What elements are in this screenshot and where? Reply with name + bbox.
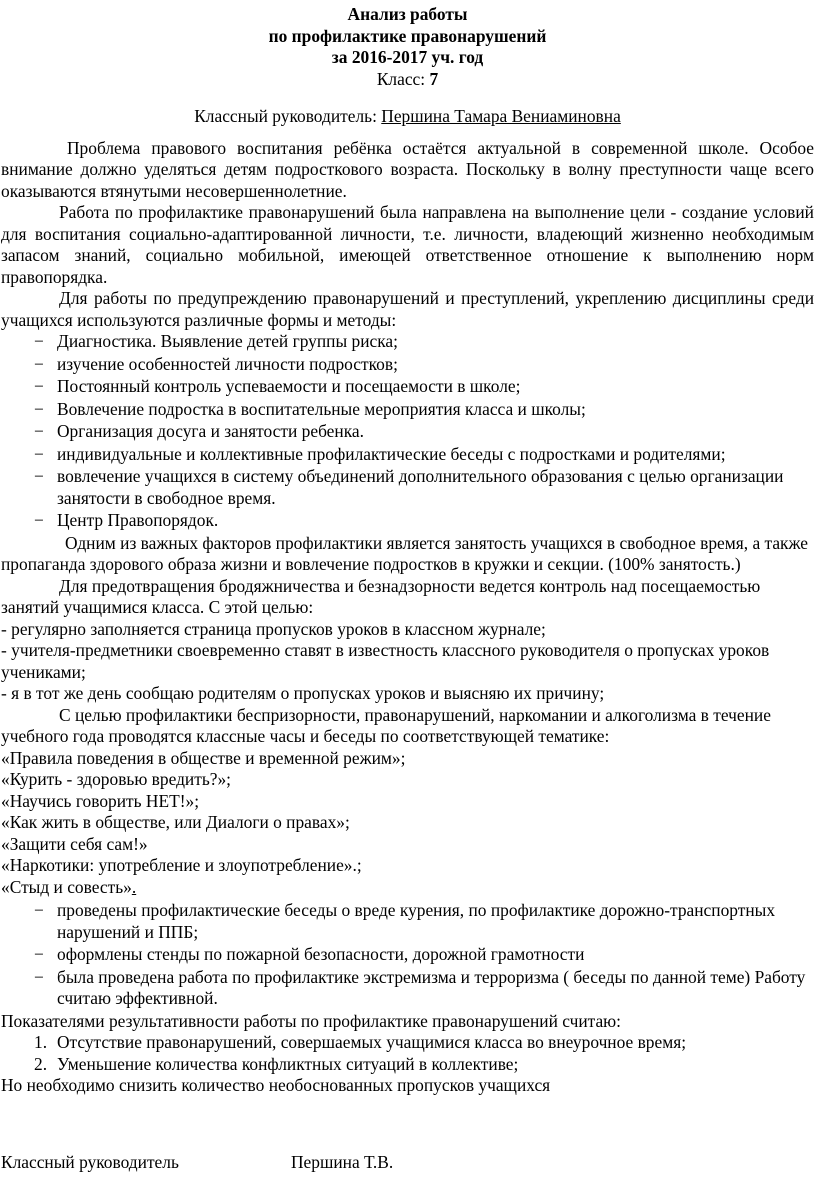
- actions-list: [1, 900, 814, 1010]
- teacher-line: [1, 106, 814, 128]
- signature-role: Классный руководитель: [1, 1152, 179, 1172]
- class-label: Класс:: [376, 68, 426, 89]
- list-item: − Диагностика. Выявление детей группы риска;: [1, 331, 814, 353]
- topic-last-text: «Стыд и совесть»: [1, 876, 132, 897]
- list-number: 2.: [34, 1053, 48, 1074]
- list-item: − оформлены стенды по пожарной безопасности, дорожной грамотности: [1, 944, 814, 966]
- control-item: - учителя-предметники своевременно ставят в известность классного руководителя о пропусках уроков учениками;: [1, 640, 770, 682]
- paragraph-prevention: С целью профилактики беспризорности, правонарушений, наркомании и алкоголизма в течение учебного года проводятся классные часы и беседы по соответствующей тематике:: [1, 704, 771, 746]
- teacher-name: Першина Тамара Вениаминовна: [381, 106, 621, 126]
- results-list: [1, 1032, 814, 1075]
- teacher-label: Классный руководитель:: [194, 106, 377, 126]
- list-text: Уменьшение количества конфликтных ситуаций в коллективе;: [57, 1053, 519, 1074]
- signature-name: Першина Т.В.: [291, 1152, 394, 1172]
- class-line: [1, 69, 814, 91]
- paragraph-attendance: Для предотвращения бродяжничества и безнадзорности ведется контроль над посещаемостью занятий учащимися класса. С этой целью:: [1, 575, 761, 617]
- list-item: − Постоянный контроль успеваемости и посещаемости в школе;: [1, 376, 814, 398]
- list-item: − была проведена работа по профилактике экстремизма и терроризма ( беседы по данной теме) Работу считаю эффективной.: [1, 967, 814, 1010]
- list-item: − Центр Правопорядок.: [1, 510, 814, 532]
- paragraph-conclusion: Но необходимо снизить количество необоснованных пропусков учащихся: [1, 1075, 551, 1095]
- paragraph-goal: Работа по профилактике правонарушений была направлена на выполнение цели - создание условий для воспитания социально-адаптированной личности, т.е. личности, владеющий жизненно необходимым запасом знаний, социально мобильной, имеющей ответственное отношение к выполнению норм правопорядка.: [1, 202, 814, 287]
- paragraph-results-intro: Показателями результативности работы по профилактике правонарушений считаю:: [1, 1010, 622, 1031]
- paragraph-methods-intro: Для работы по предупреждению правонарушений и преступлений, укреплению дисциплины среди учащихся используются различные формы и методы:: [1, 288, 814, 330]
- list-item: − Вовлечение подростка в воспитательные мероприятия класса и школы;: [1, 399, 814, 421]
- class-value: 7: [429, 68, 439, 89]
- list-item: − изучение особенностей личности подростков;: [1, 354, 814, 376]
- topic-item: «Правила поведения в обществе и временной режим»;: [1, 747, 406, 768]
- doc-title-line-1: Анализ работы: [347, 4, 468, 24]
- topic-item: «Научись говорить НЕТ!»;: [1, 790, 200, 811]
- list-item: − вовлечение учащихся в систему объединений дополнительного образования с целью организации занятости в свободное время.: [1, 466, 814, 509]
- topic-item: «Наркотики: употребление и злоупотребление».;: [1, 855, 362, 875]
- doc-title-line-3: за 2016-2017 уч. год: [331, 47, 484, 67]
- list-item: − индивидуальные и коллективные профилактические беседы с подростками и родителями;: [1, 444, 814, 466]
- list-item: − проведены профилактические беседы о вреде курения, по профилактике дорожно-транспортных нарушений и ППБ;: [1, 900, 814, 943]
- list-number: 1.: [34, 1032, 48, 1052]
- list-item: [1, 1032, 814, 1054]
- control-item: - регулярно заполняется страница пропусков уроков в классном журнале;: [1, 618, 546, 639]
- methods-list: [1, 331, 814, 532]
- topic-last-punct: .: [131, 876, 137, 897]
- list-item: [1, 1054, 814, 1076]
- topic-item: «Как жить в обществе, или Диалоги о правах»;: [1, 812, 350, 832]
- topic-item: «Защити себя сам!»: [1, 833, 148, 854]
- doc-title-line-2: по профилактике правонарушений: [268, 25, 547, 46]
- topic-item: [1, 877, 814, 899]
- paragraph-employment: Одним из важных факторов профилактики является занятость учащихся в свободное время, а также пропаганда здорового образа жизни и вовлечение подростков в кружки и секции. (100% занятость.): [1, 532, 809, 574]
- list-item: − Организация досуга и занятости ребенка.: [1, 421, 814, 443]
- paragraph-problem: Проблема правового воспитания ребёнка остаётся актуальной в современной школе. Особое внимание должно уделяться детям подросткового возраста. Поскольку в волну преступности чаще всего оказываются втянутыми несовершеннолетние.: [1, 137, 814, 201]
- list-text: Отсутствие правонарушений, совершаемых учащимися класса во внеурочное время;: [57, 1032, 687, 1052]
- topic-item: «Курить - здоровью вредить?»;: [1, 769, 232, 789]
- control-item: - я в тот же день сообщаю родителям о пропусках уроков и выясняю их причину;: [1, 683, 605, 703]
